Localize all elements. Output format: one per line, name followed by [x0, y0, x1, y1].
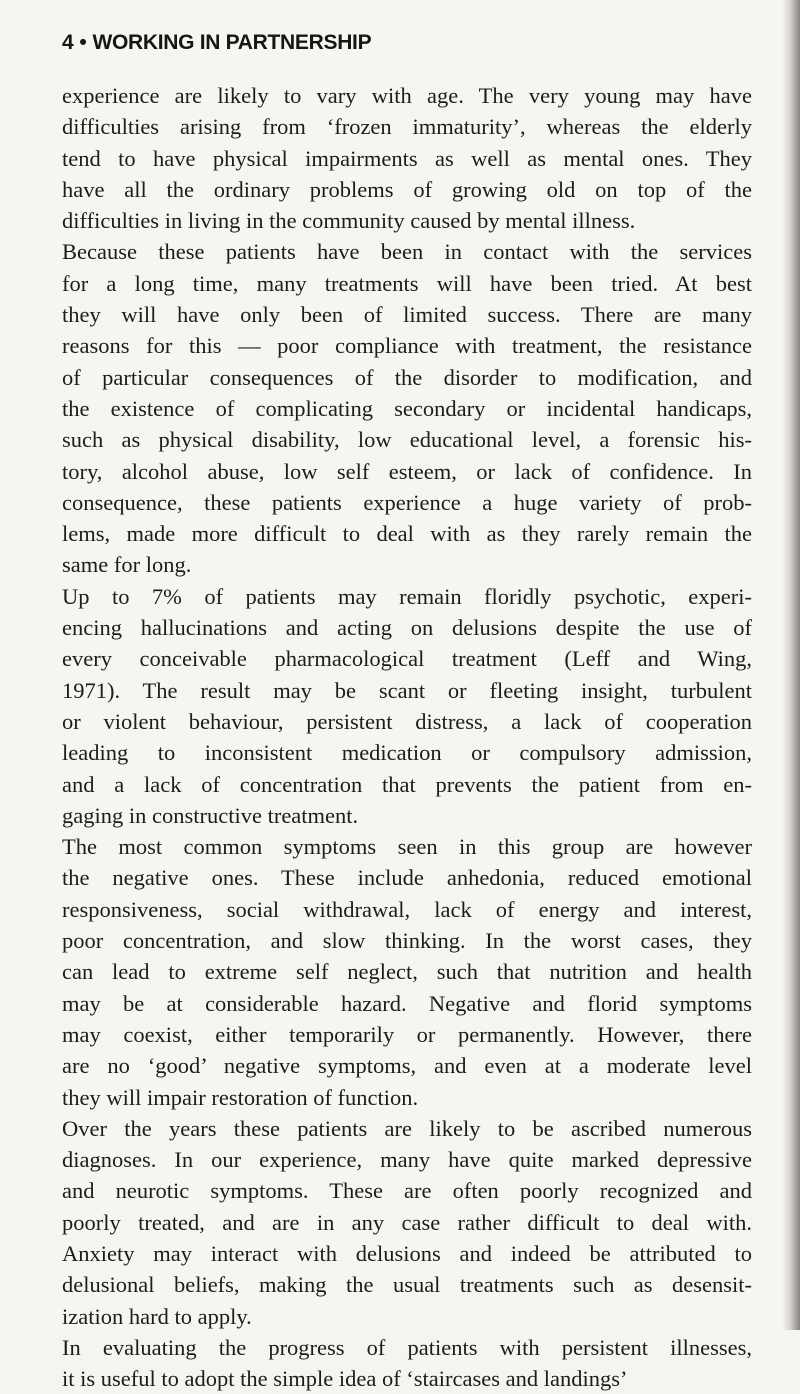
page-number: 4 [62, 31, 74, 54]
text-line: poorly treated, and are in any case rather difficult to deal with. [62, 1209, 752, 1235]
text-line: delusional beliefs, making the usual treatments such as desensit- [62, 1272, 752, 1298]
text-line: are no ‘good’ negative symptoms, and even at a moderate level [62, 1053, 752, 1079]
text-line: Over the years these patients are likely to be ascribed numerous [62, 1115, 752, 1141]
text-line: consequence, these patients experience a huge variety of prob- [62, 489, 752, 515]
text-line: the negative ones. These include anhedonia, reduced emotional [62, 865, 752, 891]
text-line: and a lack of concentration that prevents the patient from en- [62, 771, 752, 797]
text-line: or violent behaviour, persistent distress, a lack of cooperation [62, 708, 752, 734]
text-line: tend to have physical impairments as well as mental ones. They [62, 145, 752, 171]
text-line: leading to inconsistent medication or compulsory admission, [62, 740, 752, 766]
text-line: poor concentration, and slow thinking. In the worst cases, they [62, 928, 752, 954]
running-header [62, 31, 371, 55]
text-line: of particular consequences of the disorder to modification, and [62, 364, 752, 390]
text-line: encing hallucinations and acting on delusions despite the use of [62, 615, 752, 641]
paragraph [62, 1113, 752, 1332]
text-line: The most common symptoms seen in this group are however [62, 834, 752, 860]
text-line: 1971). The result may be scant or fleeting insight, turbulent [62, 677, 752, 703]
text-line: they will have only been of limited success. There are many [62, 302, 752, 328]
text-line: tory, alcohol abuse, low self esteem, or lack of confidence. In [62, 458, 752, 484]
text-line: can lead to extreme self neglect, such that nutrition and health [62, 959, 752, 985]
chapter-title: WORKING IN PARTNERSHIP [92, 31, 372, 54]
text-line: responsiveness, social withdrawal, lack of energy and interest, [62, 896, 752, 922]
text-line: In evaluating the progress of patients with persistent illnesses, [62, 1334, 752, 1360]
body-text [62, 80, 752, 1394]
text-line: such as physical disability, low educational level, a forensic his- [62, 427, 752, 453]
text-line: for a long time, many treatments will have been tried. At best [62, 270, 752, 296]
text-line: reasons for this — poor compliance with treatment, the resistance [62, 333, 752, 359]
paragraph [62, 581, 752, 831]
text-line: and neurotic symptoms. These are often poorly recognized and [62, 1178, 752, 1204]
text-line: it is useful to adopt the simple idea of ‘staircases and landings’ [62, 1366, 628, 1392]
text-line: they will impair restoration of function. [62, 1084, 419, 1110]
text-line: may be at considerable hazard. Negative and florid symptoms [62, 990, 752, 1016]
text-line: same for long. [62, 552, 192, 578]
page-edge-shadow [782, 0, 800, 1330]
text-line: have all the ordinary problems of growing old on top of the [62, 176, 752, 202]
paragraph [62, 80, 752, 236]
text-line: diagnoses. In our experience, many have quite marked depressive [62, 1147, 752, 1173]
text-line: may coexist, either temporarily or permanently. However, there [62, 1021, 752, 1047]
text-line: difficulties arising from ‘frozen immaturity’, whereas the elderly [62, 114, 752, 140]
paragraph [62, 236, 752, 580]
text-line: gaging in constructive treatment. [62, 802, 359, 828]
text-line: experience are likely to vary with age. The very young may have [62, 83, 752, 108]
text-line: the existence of complicating secondary or incidental handicaps, [62, 395, 752, 421]
text-line: ization hard to apply. [62, 1303, 252, 1329]
text-line: lems, made more difficult to deal with as they rarely remain the [62, 521, 752, 547]
text-line: difficulties in living in the community caused by mental illness. [62, 208, 636, 234]
text-line: Because these patients have been in contact with the services [62, 239, 752, 265]
header-bullet: • [79, 31, 87, 54]
text-line: Up to 7% of patients may remain floridly psychotic, experi- [62, 583, 752, 609]
paragraph [62, 831, 752, 1113]
text-line: Anxiety may interact with delusions and indeed be attributed to [62, 1240, 752, 1266]
paragraph [62, 1332, 752, 1394]
text-line: every conceivable pharmacological treatment (Leff and Wing, [62, 646, 752, 672]
